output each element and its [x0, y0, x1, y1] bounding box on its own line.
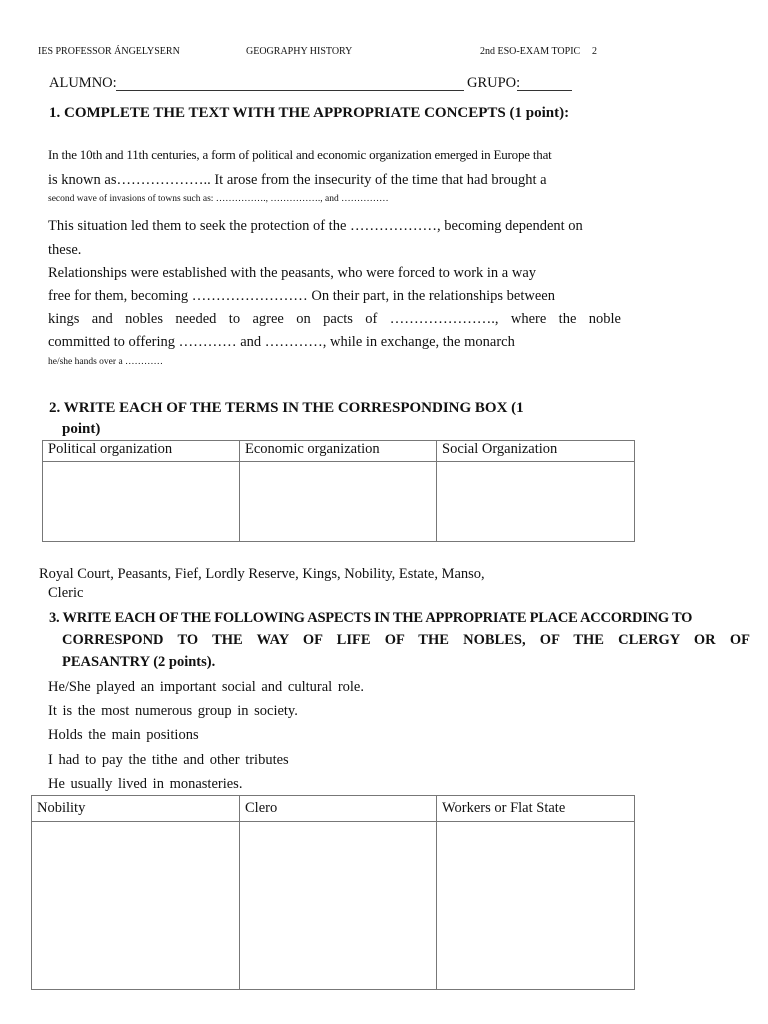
grupo-label: GRUPO:	[467, 75, 521, 91]
section1-line-9: committed to offering ………… and …………, while in exchange, the monarch	[48, 334, 515, 350]
section1-line-8: kings and nobles needed to agree on pacts of …………………., where the noble	[48, 311, 621, 327]
section3-cell-nobility[interactable]	[32, 822, 240, 990]
section3-table	[31, 795, 635, 990]
section2-terms-line2: Cleric	[48, 585, 84, 601]
section3-aspect-1: He/She played an important social and cultural role.	[48, 679, 364, 695]
alumno-label: ALUMNO:	[49, 75, 117, 91]
section2-cell-political[interactable]	[43, 462, 240, 542]
section3-cell-clero[interactable]	[240, 822, 437, 990]
header-subject: GEOGRAPHY HISTORY	[246, 46, 353, 57]
section1-title: 1. COMPLETE THE TEXT WITH THE APPROPRIATE CONCEPTS (1 point):	[49, 105, 570, 121]
section2-terms-line1: Royal Court, Peasants, Fief, Lordly Reserve, Kings, Nobility, Estate, Manso,	[39, 566, 485, 582]
section3-title-line3: PEASANTRY (2 points).	[62, 654, 216, 670]
header-school: IES PROFESSOR ÁNGELYSERN	[38, 46, 180, 57]
section1-line-2: is known as……………….. It arose from the insecurity of the time that had brought a	[48, 172, 547, 188]
section3-header-workers: Workers or Flat State	[437, 796, 635, 822]
section1-line-5: these.	[48, 242, 82, 258]
section3-header-clero: Clero	[240, 796, 437, 822]
section3-title-line2: CORRESPOND TO THE WAY OF LIFE OF THE NOBLES, OF THE CLERGY OR OF	[62, 632, 750, 648]
section2-table	[42, 440, 635, 542]
section2-header-economic: Economic organization	[240, 441, 437, 462]
section2-title-line2: point)	[62, 421, 101, 437]
header-exam: 2nd ESO-EXAM TOPIC	[480, 46, 581, 57]
header-page-number: 2	[592, 46, 597, 57]
grupo-line[interactable]	[517, 90, 572, 91]
section2-cell-economic[interactable]	[240, 462, 437, 542]
section2-header-political: Political organization	[43, 441, 240, 462]
section3-title-line1: 3. WRITE EACH OF THE FOLLOWING ASPECTS IN THE APPROPRIATE PLACE ACCORDING TO	[49, 610, 693, 626]
section1-line-4: This situation led them to seek the protection of the ………………, becoming dependent on	[48, 218, 583, 234]
section2-cell-social[interactable]	[437, 462, 635, 542]
alumno-name-line[interactable]	[116, 90, 464, 91]
section3-aspect-3: Holds the main positions	[48, 727, 199, 743]
section1-line-7: free for them, becoming …………………… On their part, in the relationships between	[48, 288, 555, 304]
section2-title-line1: 2. WRITE EACH OF THE TERMS IN THE CORRESPONDING BOX (1	[49, 400, 524, 416]
section1-line-1: In the 10th and 11th centuries, a form of political and economic organization emerged in Europe that	[48, 147, 552, 162]
section3-aspect-5: He usually lived in monasteries.	[48, 776, 243, 792]
section1-line-10: he/she hands over a …………	[48, 357, 164, 367]
section1-line-6: Relationships were established with the peasants, who were forced to work in a way	[48, 265, 537, 281]
section2-header-social: Social Organization	[437, 441, 635, 462]
section3-aspect-4: I had to pay the tithe and other tributes	[48, 752, 289, 768]
section1-line-3: second wave of invasions of towns such as: ……………., ……………., and ……………	[48, 194, 389, 204]
section3-header-nobility: Nobility	[32, 796, 240, 822]
section3-aspect-2: It is the most numerous group in society.	[48, 703, 298, 719]
section3-cell-workers[interactable]	[437, 822, 635, 990]
